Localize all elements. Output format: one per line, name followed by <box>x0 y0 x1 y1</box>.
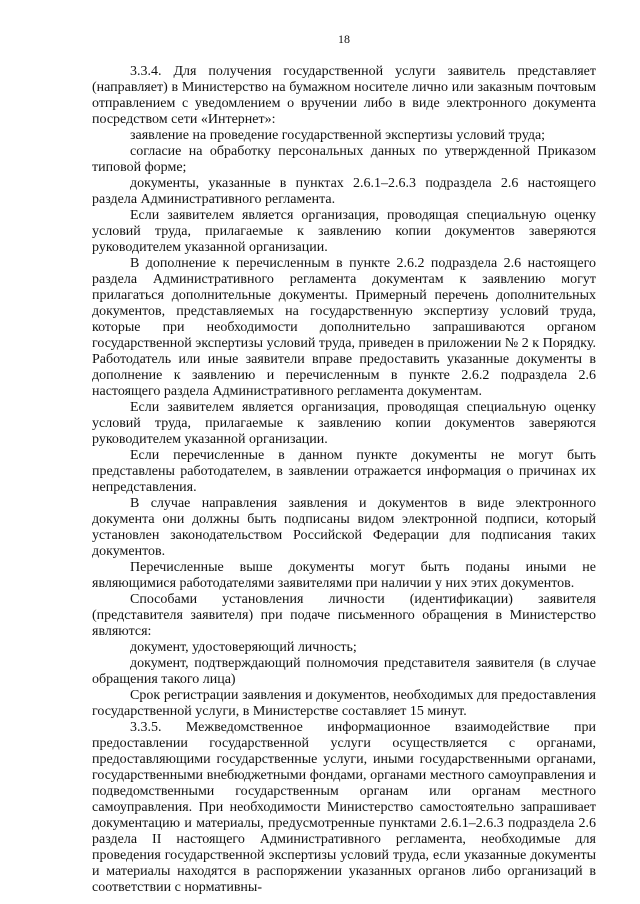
paragraph-3-3-5: 3.3.5. Межведомственное информационное взаимодействие при предоставлении государственной услуги осуществляется с органами, предоставляющими государственные услуги, иными государственными органами, государственными внебюджетными фондами, органами местного самоуправления и подведомственными государственным органам или органам местного самоуправления. При необходимости Министерство самостоятельно запрашивает документацию и материалы, предусмотренные пунктами 2.6.1–2.6.3 подраздела 2.6 раздела II настоящего Административного регламента, необходимые для проведения государственной экспертизы условий труда, если указанные документы и материалы находятся в распоряжении указанных органов либо организаций в соответствии с нормативны- <box>92 720 596 895</box>
paragraph-organization-copies: Если заявителем является организация, проводящая специальную оценку условий труда, прилагаемые к заявлению копии документов заверяются руководителем указанной организации. <box>92 208 596 255</box>
paragraph-registration-time: Срок регистрации заявления и документов, необходимых для предоставления государственной услуги, в Министерстве составляет 15 минут. <box>92 688 596 719</box>
paragraph-non-submission: Если перечисленные в данном пункте документы не могут быть представлены работодателем, в заявлении отражается информация о причинах их непредставления. <box>92 448 596 495</box>
paragraph-additional-documents: В дополнение к перечисленным в пункте 2.6.2 подраздела 2.6 настоящего раздела Административного регламента документам к заявлению могут прилагаться дополнительные документы. Примерный перечень дополнительных документов, представляемых на государственную экспертизу условий труда, которые при необходимости дополнительно запрашиваются органом государственной экспертизы условий труда, приведен в приложении № 2 к Порядку. Работодатель или иные заявители вправе предоставить указанные документы в дополнение к заявлению и перечисленным в пункте 2.6.2 подраздела 2.6 настоящего раздела Административного регламента документам. <box>92 256 596 399</box>
paragraph-identification-methods: Способами установления личности (идентификации) заявителя (представителя заявителя) при подаче письменного обращения в Министерство являются: <box>92 592 596 639</box>
list-item-documents: документы, указанные в пунктах 2.6.1–2.6.3 подраздела 2.6 настоящего раздела Административного регламента. <box>92 176 596 207</box>
list-item-identity-document: документ, удостоверяющий личность; <box>130 640 357 655</box>
list-item-application: заявление на проведение государственной экспертизы условий труда; <box>130 128 546 143</box>
list-item-authority-document: документ, подтверждающий полномочия представителя заявителя (в случае обращения такого лица) <box>92 656 596 687</box>
document-page <box>92 32 596 896</box>
list-item-consent: согласие на обработку персональных данных по утвержденной Приказом типовой форме; <box>92 144 596 175</box>
paragraph-other-applicants: Перечисленные выше документы могут быть поданы иными не являющимися работодателями заявителями при наличии у них этих документов. <box>92 560 596 591</box>
page-number: 18 <box>338 32 350 46</box>
paragraph-3-3-4: 3.3.4. Для получения государственной услуги заявитель представляет (направляет) в Министерство на бумажном носителе лично или заказным почтовым отправлением с уведомлением о вручении либо в виде электронного документа посредством сети «Интернет»: <box>92 64 596 127</box>
paragraph-organization-copies-repeat: Если заявителем является организация, проводящая специальную оценку условий труда, прилагаемые к заявлению копии документов заверяются руководителем указанной организации. <box>92 400 596 447</box>
paragraph-electronic-signature: В случае направления заявления и документов в виде электронного документа они должны быть подписаны видом электронной подписи, который установлен законодательством Российской Федерации для подписания таких документов. <box>92 496 596 559</box>
